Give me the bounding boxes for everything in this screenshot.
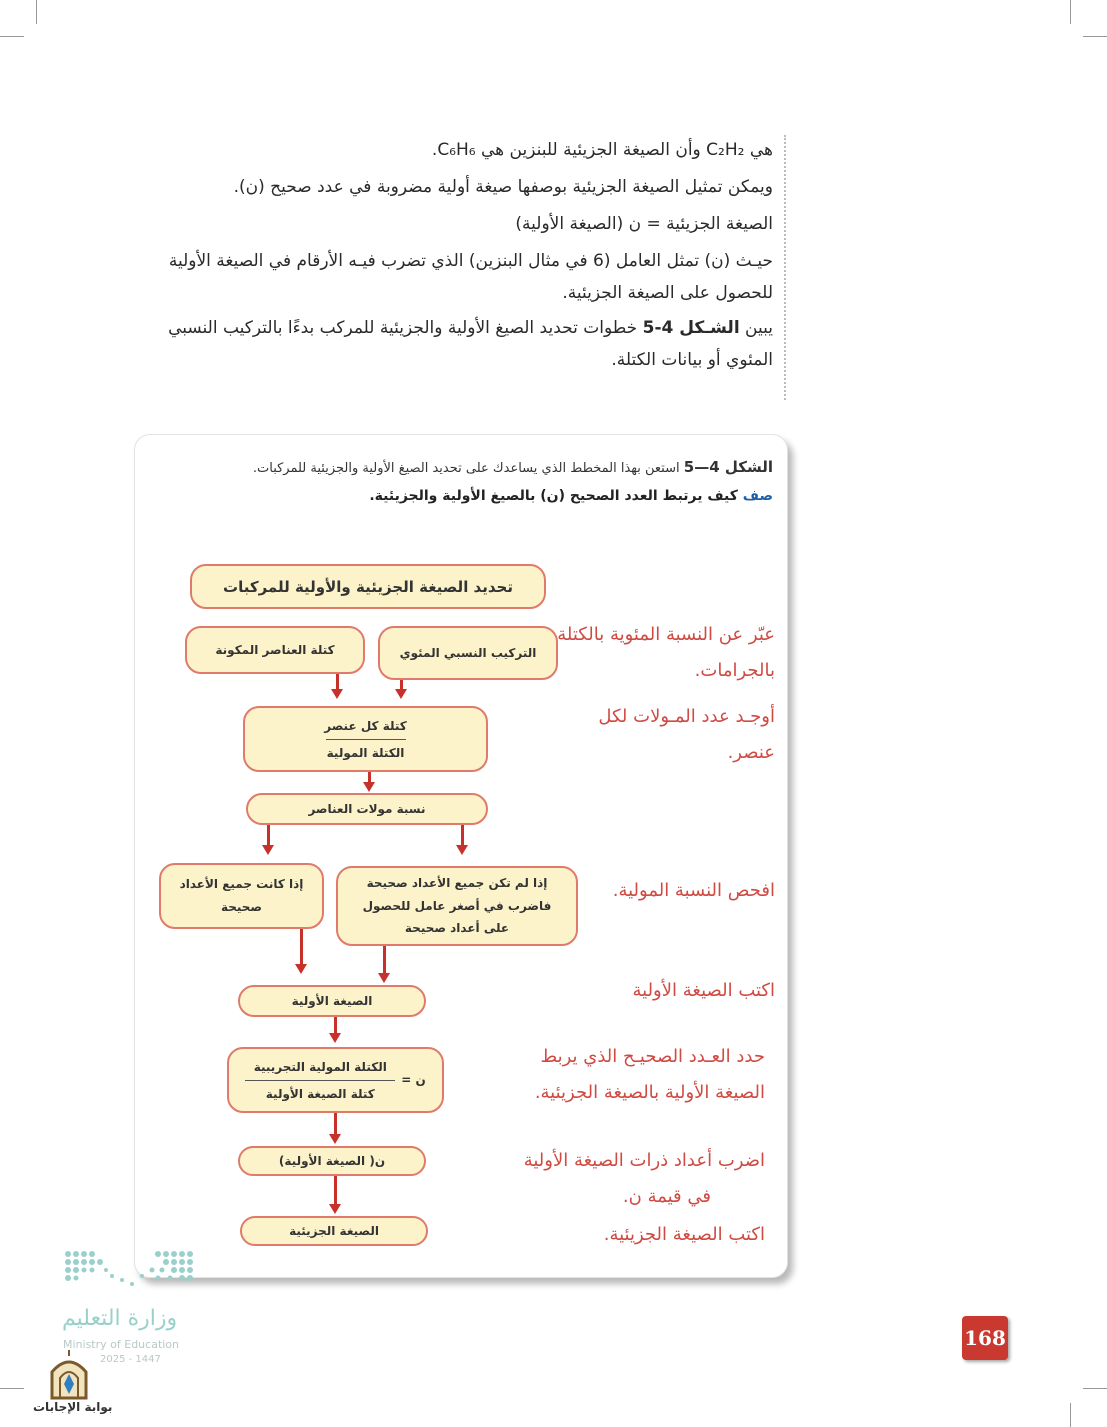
step-note: اكتب الصيغة الجزيئية. xyxy=(603,1224,765,1245)
answers-portal-label: بوابة الإجابات xyxy=(33,1400,113,1414)
flow-title-box: تحديد الصيغة الجزيئية والأولية للمركبات xyxy=(190,564,546,609)
whole-numbers-box: إذا كانت جميع الأعداد صحيحة xyxy=(159,863,324,929)
body-line: المئوي أو بيانات الكتلة. xyxy=(611,350,773,370)
body-line xyxy=(168,318,773,338)
n-fraction xyxy=(245,1060,395,1101)
fraction-numerator: كتلة كل عنصر xyxy=(324,718,407,733)
fraction-numerator: الكتلة المولية التجريبية xyxy=(253,1059,387,1074)
flow-arrow xyxy=(400,680,403,690)
empirical-formula-box: الصيغة الأولية xyxy=(238,985,426,1017)
flow-arrow xyxy=(336,674,339,690)
figure-caption xyxy=(253,458,773,476)
step-note: في قيمة ن. xyxy=(622,1186,711,1207)
n-equals: ن = xyxy=(401,1073,426,1087)
body-text: خطوات تحديد الصيغ الأولية والجزيئية للمركب بدءًا بالتركيب النسبي xyxy=(168,318,643,338)
molecular-formula-box: الصيغة الجزيئية xyxy=(240,1216,428,1246)
margin-dotted-rule xyxy=(784,135,786,400)
flow-arrow xyxy=(267,825,270,846)
question-keyword: صف xyxy=(742,488,773,504)
n-calculation-box xyxy=(227,1047,444,1113)
mass-over-molar-mass-box xyxy=(243,706,488,772)
body-line: الصيغة الجزيئية = ن (الصيغة الأولية) xyxy=(515,214,773,234)
step-note: الصيغة الأولية بالصيغة الجزيئية. xyxy=(534,1082,765,1103)
flow-arrow xyxy=(461,825,464,846)
crop-mark xyxy=(1070,0,1071,24)
ministry-dots-logo-icon xyxy=(62,1248,200,1296)
mosque-logo-icon xyxy=(46,1348,92,1400)
step-note: عنصر. xyxy=(727,742,775,763)
flow-arrow xyxy=(368,772,371,783)
body-line: ويمكن تمثيل الصيغة الجزيئية بوصفها صيغة أولية مضروبة في عدد صحيح (ن). xyxy=(233,177,773,197)
step-note: اكتب الصيغة الأولية xyxy=(632,980,775,1001)
mole-ratio-box: نسبة مولات العناصر xyxy=(246,793,488,825)
flow-arrow xyxy=(334,1176,337,1205)
step-note: اضرب أعداد ذرات الصيغة الأولية xyxy=(523,1150,765,1171)
body-line: للحصول على الصيغة الجزيئية. xyxy=(562,283,773,303)
crop-mark xyxy=(0,1388,24,1389)
figure-reference: الشـكل 4-5 xyxy=(642,318,740,338)
figure-label: الشكل 4—5 xyxy=(683,458,773,476)
not-whole-numbers-box: إذا لم تكن جميع الأعداد صحيحة فاضرب في أصغر عامل للحصول على أعداد صحيحة xyxy=(336,866,578,946)
step-note: حدد العـدد الصحيـح الذي يربط xyxy=(540,1046,765,1067)
question-text: كيف يرتبط العدد الصحيح (ن) بالصيغ الأولية والجزيئية. xyxy=(369,488,743,504)
percent-composition-box: التركيب النسبي المئوي xyxy=(378,626,558,680)
figure-caption-text: استعن بهذا المخطط الذي يساعدك على تحديد الصيغ الأولية والجزيئية للمركبات. xyxy=(252,461,684,476)
crop-mark xyxy=(36,0,37,24)
crop-mark xyxy=(1083,1388,1107,1389)
ministry-name-english: Ministry of Education xyxy=(63,1338,180,1351)
body-text: يبين xyxy=(739,318,773,338)
step-note: عبّر عن النسبة المئوية بالكتلة xyxy=(557,624,775,645)
flow-arrow xyxy=(383,946,386,974)
n-times-empirical-box: ن( الصيغة الأولية) xyxy=(238,1146,426,1176)
fraction-denominator: كتلة الصيغة الأولية xyxy=(265,1086,375,1101)
body-line: هي C₂H₂ وأن الصيغة الجزيئية للبنزين هي C₆H₆. xyxy=(431,140,773,160)
ministry-name-arabic: وزارة التعليم xyxy=(62,1306,178,1331)
crop-mark xyxy=(1083,36,1107,37)
flow-arrow xyxy=(300,929,303,965)
flow-arrow xyxy=(334,1017,337,1034)
flow-arrow xyxy=(334,1113,337,1135)
fraction-line xyxy=(326,739,406,740)
fraction-line xyxy=(245,1080,395,1081)
figure-question xyxy=(369,488,773,504)
fraction-denominator: الكتلة المولية xyxy=(326,745,405,760)
edition-year: 2025 - 1447 xyxy=(100,1354,161,1365)
body-line: حيـث (ن) تمثل العامل (6 في مثال البنزين) الذي تضرب فيـه الأرقام في الصيغة الأولية xyxy=(168,251,773,271)
step-note: افحص النسبة المولية. xyxy=(612,880,775,901)
step-note: أوجـد عدد المـولات لكل xyxy=(598,706,775,727)
element-mass-box: كتلة العناصر المكونة xyxy=(185,626,365,674)
page-number: 168 xyxy=(962,1316,1008,1360)
crop-mark xyxy=(1070,1403,1071,1427)
step-note: بالجرامات. xyxy=(694,660,775,681)
crop-mark xyxy=(0,36,24,37)
